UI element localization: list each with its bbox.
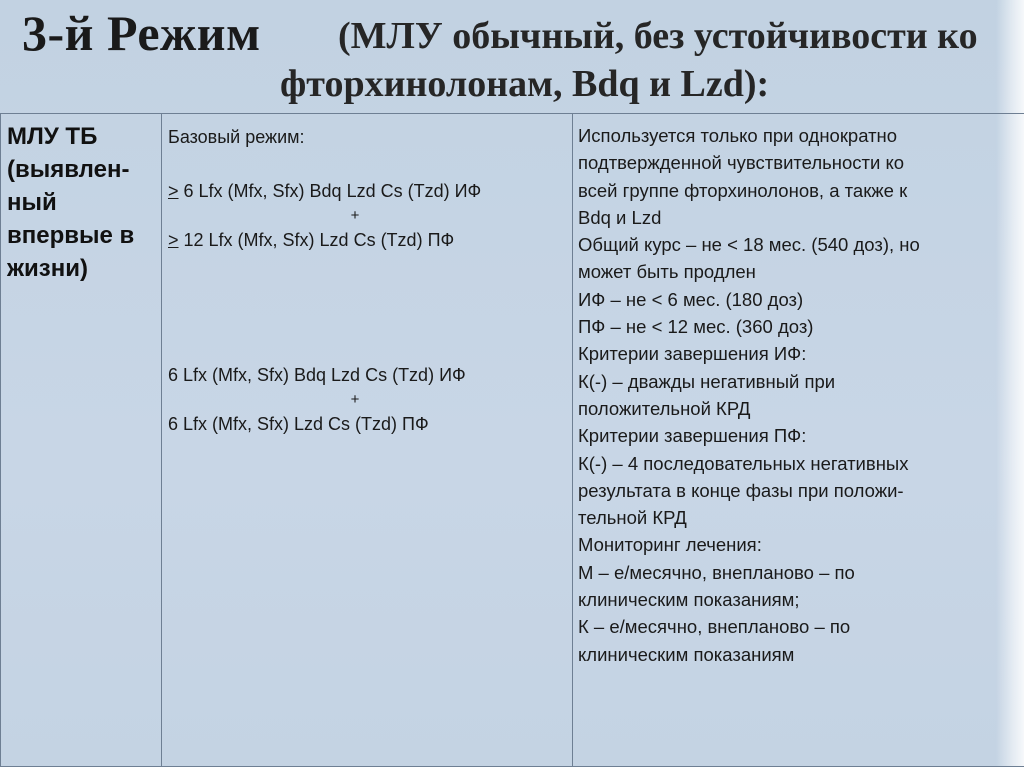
- note-line: подтвержденной чувствительности ко: [578, 152, 905, 174]
- note-line: ИФ – не < 6 мес. (180 доз): [578, 288, 804, 310]
- note-line: К – е/месячно, внепланово – по: [578, 616, 851, 638]
- base-regimen-text: [162, 114, 572, 438]
- regimen-line: 6 Lfx (Mfx, Sfx) Bdq Lzd Cs (Tzd) ИФ: [168, 365, 466, 385]
- note-line: клиническим показаниям: [578, 643, 795, 665]
- category-line: ный: [7, 189, 57, 216]
- note-line: положительной КРД: [578, 397, 751, 419]
- regimen-line: [168, 227, 572, 254]
- note-line: К(-) – дважды негативный при: [578, 370, 836, 392]
- title-main: 3-й Режим: [22, 5, 261, 61]
- note-line: Мониторинг лечения:: [578, 534, 762, 556]
- regimen-line: [168, 178, 572, 205]
- note-line: К(-) – 4 последовательных негативных: [578, 452, 909, 474]
- note-line: может быть продлен: [578, 261, 756, 283]
- cell-notes: [573, 114, 1024, 767]
- category-line: (выявлен-: [7, 156, 130, 183]
- note-line: Общий курс – не < 18 мес. (540 доз), но: [578, 234, 920, 256]
- base-regimen-heading: Базовый режим:: [168, 127, 305, 147]
- note-line: ПФ – не < 12 мес. (360 доз): [578, 316, 814, 338]
- table-row: [1, 114, 1024, 767]
- category-line: жизни): [7, 255, 88, 282]
- note-line: всей группе фторхинолонов, а также к: [578, 179, 908, 201]
- note-line: клиническим показаниям;: [578, 589, 800, 611]
- note-line: результата в конце фазы при положи-: [578, 479, 904, 501]
- category-line: впервые в: [7, 222, 135, 249]
- patient-category-text: [1, 114, 161, 285]
- note-line: М – е/месячно, внепланово – по: [578, 561, 855, 583]
- regimen-line: 6 Lfx (Mfx, Sfx) Lzd Cs (Tzd) ПФ: [168, 414, 429, 434]
- ge-symbol: >: [168, 230, 179, 250]
- regimen-text: 6 Lfx (Mfx, Sfx) Bdq Lzd Cs (Tzd) ИФ: [178, 181, 482, 201]
- category-line: МЛУ ТБ: [7, 123, 98, 150]
- notes-text: [573, 114, 1024, 668]
- plus-sign: +: [350, 207, 360, 224]
- note-line: Критерии завершения ПФ:: [578, 425, 807, 447]
- title-subtitle-line1: (МЛУ обычный, без устойчивости ко: [338, 15, 978, 57]
- plus-sign: +: [350, 391, 360, 408]
- note-line: Используется только при однократно: [578, 125, 898, 146]
- regimen-table: [0, 113, 1024, 767]
- note-line: Критерии завершения ИФ:: [578, 343, 807, 365]
- cell-base-regimen: [162, 114, 573, 767]
- title-subtitle-line2: фторхинолонам, Bdq и Lzd):: [280, 63, 770, 105]
- slide-title: [22, 0, 1012, 112]
- regimen-text: 12 Lfx (Mfx, Sfx) Lzd Cs (Tzd) ПФ: [178, 230, 455, 250]
- cell-patient-category: [1, 114, 162, 767]
- note-line: Bdq и Lzd: [578, 206, 662, 228]
- note-line: тельной КРД: [578, 507, 687, 529]
- ge-symbol: >: [168, 181, 179, 201]
